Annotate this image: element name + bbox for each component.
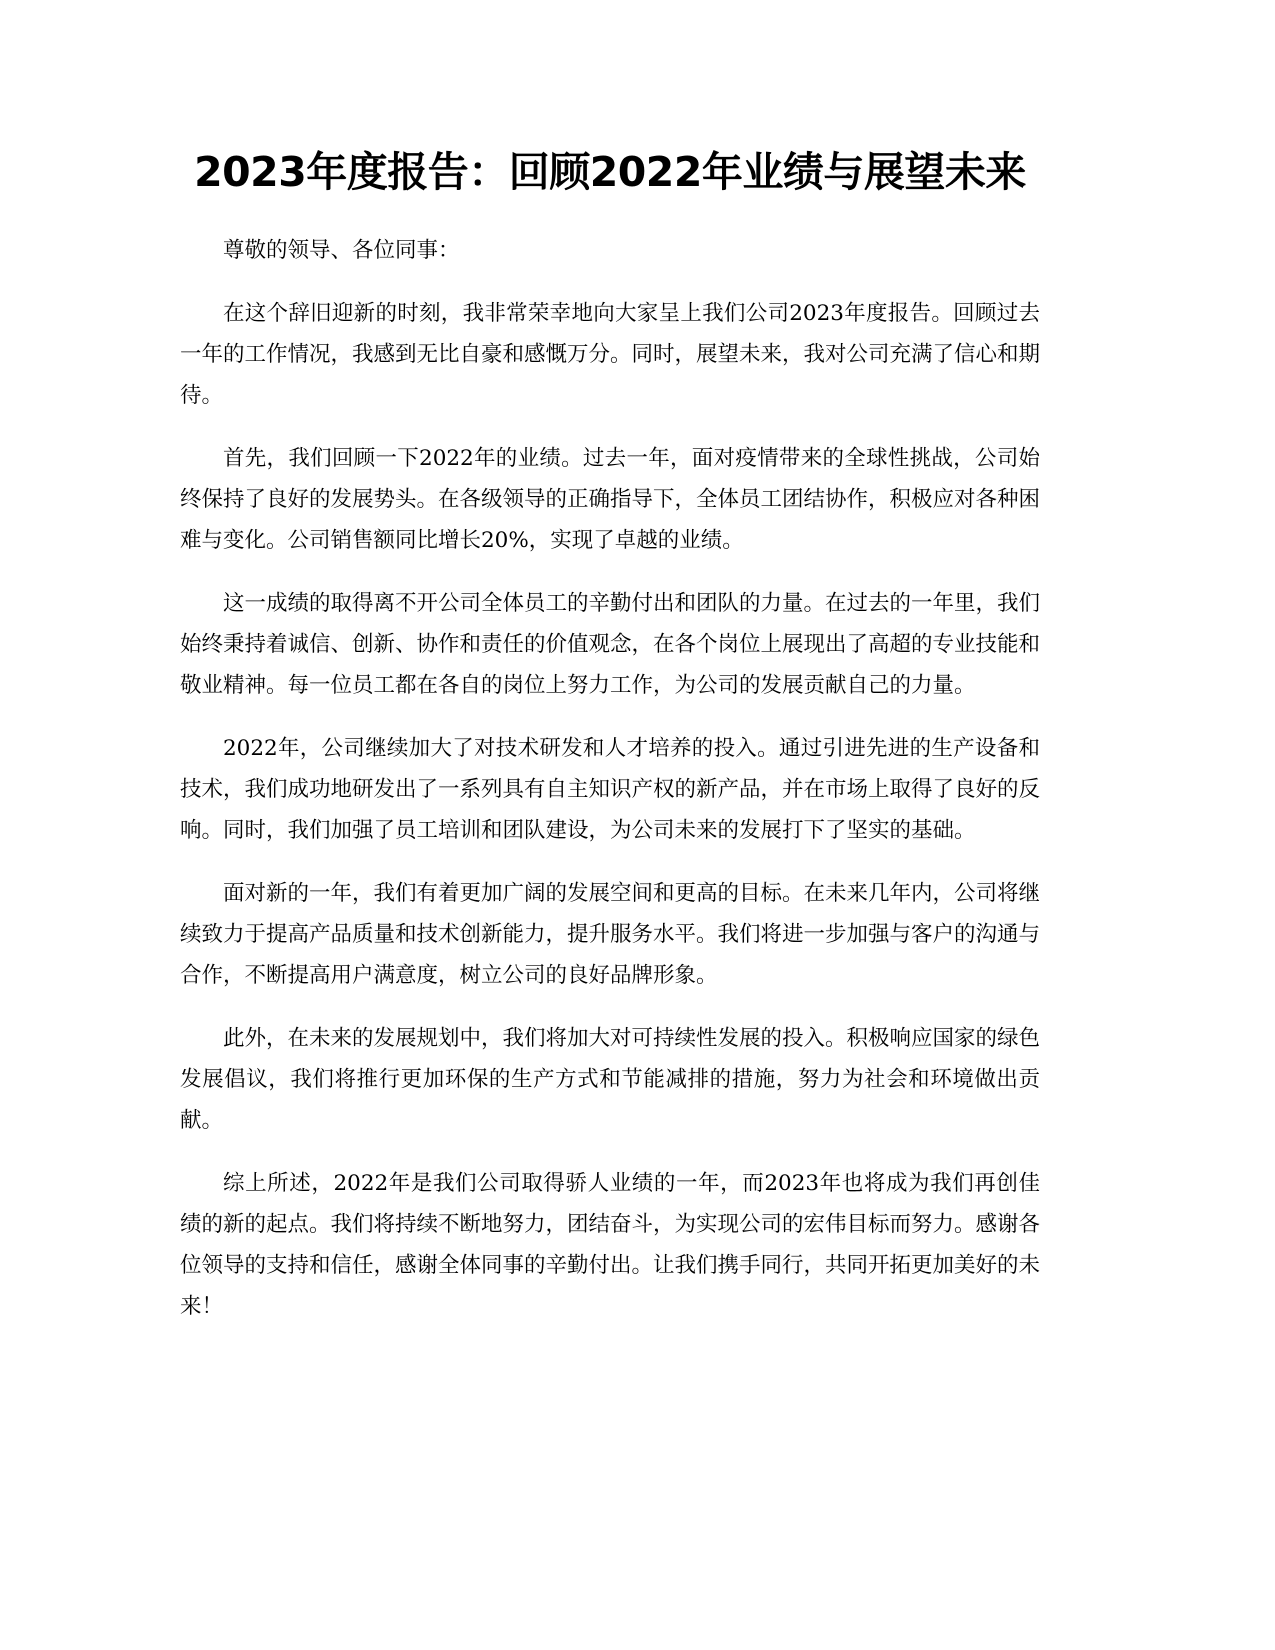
document-title: 2023年度报告：回顾2022年业绩与展望未来 [194,148,1026,196]
sustainability-paragraph: 此外，在未来的发展规划中，我们将加大对可持续性发展的投入。积极响应国家的绿色发展倡议，我们将推行更加环保的生产方式和节能减排的措施，努力为社会和环境做出贡献。 [180,1026,1041,1133]
document-body [180,140,1040,1349]
future-goals-paragraph: 面对新的一年，我们有着更加广阔的发展空间和更高的目标。在未来几年内，公司将继续致力于提高产品质量和技术创新能力，提升服务水平。我们将进一步加强与客户的沟通与合作，不断提高用户满意度，树立公司的良好品牌形象。 [180,881,1041,988]
conclusion-paragraph: 综上所述，2022年是我们公司取得骄人业绩的一年，而2023年也将成为我们再创佳绩的新的起点。我们将持续不断地努力，团结奋斗，为实现公司的宏伟目标而努力。感谢各位领导的支持和信任，感谢全体同事的辛勤付出。让我们携手同行，共同开拓更加美好的未来！ [180,1171,1041,1319]
intro-paragraph: 在这个辞旧迎新的时刻，我非常荣幸地向大家呈上我们公司2023年度报告。回顾过去一年的工作情况，我感到无比自豪和感慨万分。同时，展望未来，我对公司充满了信心和期待。 [180,301,1041,408]
rnd-investment-paragraph: 2022年，公司继续加大了对技术研发和人才培养的投入。通过引进先进的生产设备和技术，我们成功地研发出了一系列具有自主知识产权的新产品，并在市场上取得了良好的反响。同时，我们加强了员工培训和团队建设，为公司未来的发展打下了坚实的基础。 [180,736,1041,843]
performance-review-paragraph: 首先，我们回顾一下2022年的业绩。过去一年，面对疫情带来的全球性挑战，公司始终保持了良好的发展势头。在各级领导的正确指导下，全体员工团结协作，积极应对各种困难与变化。公司销售额同比增长20%，实现了卓越的业绩。 [180,446,1041,553]
employee-contribution-paragraph: 这一成绩的取得离不开公司全体员工的辛勤付出和团队的力量。在过去的一年里，我们始终秉持着诚信、创新、协作和责任的价值观念，在各个岗位上展现出了高超的专业技能和敬业精神。每一位员工都在各自的岗位上努力工作，为公司的发展贡献自己的力量。 [180,591,1041,698]
salutation-paragraph: 尊敬的领导、各位同事： [223,238,460,263]
